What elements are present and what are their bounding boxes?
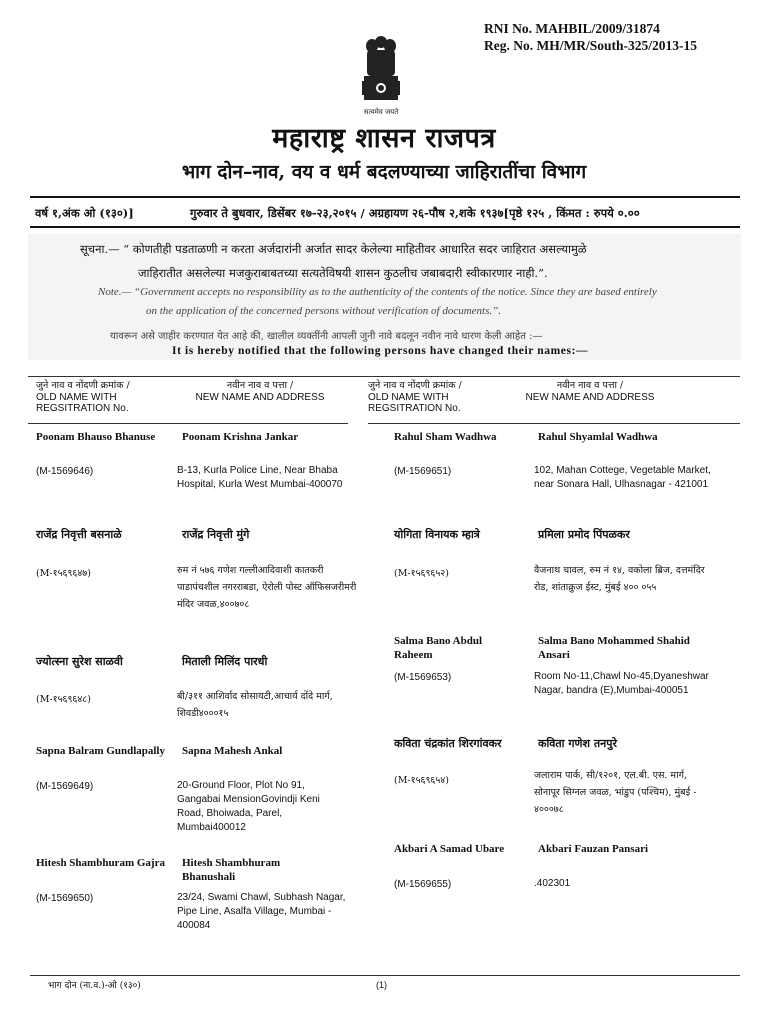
new-header-marathi: नवीन नाव व पत्ता / <box>556 380 624 391</box>
entry-registration-no: (M-1569650) <box>36 893 94 904</box>
entry-address: 20-Ground Floor, Plot No 91, Gangabai MensionGovindji Keni Road, Bhoiwada, Parel, Mumbai400012 <box>177 780 320 833</box>
reg-number: Reg. No. MH/MR/South-325/2013-15 <box>484 38 697 53</box>
entry-address: .402301 <box>534 878 571 889</box>
entry-old-name: Salma Bano Abdul Raheem <box>394 635 483 661</box>
table-top-rule <box>28 376 740 377</box>
notice-marathi-line1: सूचना.— “ कोणतीही पडताळणी न करता अर्जदारांनी अर्जात सादर केलेल्या माहितीवर आधारित सदर जाहिरात असल्यामुळे <box>80 242 587 256</box>
entry-old-name: Hitesh Shambhuram Gajra <box>36 857 165 869</box>
entry-registration-no: (M-१५६९६४७) <box>36 568 91 579</box>
entry-new-name: कविता गणेश तनपुरे <box>538 737 617 750</box>
footer-part-label: भाग दोन (ना.व.)-ओ (१३०) <box>48 981 141 991</box>
entry-old-name: ज्योत्स्ना सुरेश साळवी <box>36 655 123 668</box>
right-new-column-header <box>520 380 660 403</box>
entry-new-name: Poonam Krishna Jankar <box>182 431 299 443</box>
entry-old-name: Rahul Sham Wadhwa <box>394 431 497 443</box>
notice-marathi-line3: यावरून असे जाहीर करण्यात येत आहे की, खालील व्यक्तींनी आपली जुनी नावे बदलून नवीन नावे धारण केली आहेत :— <box>110 331 543 342</box>
old-header-english: OLD NAME WITH REGSITRATION No. <box>36 391 129 414</box>
entry-registration-no: (M-१५६९६५४) <box>394 775 449 786</box>
entry-old-name: राजेंद्र निवृत्ती बसनाळे <box>36 528 122 541</box>
gazette-title: महाराष्ट्र शासन राजपत्र <box>272 123 496 154</box>
entry-registration-no: (M-1569651) <box>394 466 452 477</box>
header-rule-top <box>30 196 740 198</box>
entry-new-name: Akbari Fauzan Pansari <box>538 843 649 855</box>
rni-number: RNI No. MAHBIL/2009/31874 <box>484 21 660 36</box>
entry-new-name: मिताली मिलिंद पारधी <box>182 655 268 668</box>
notice-english-line2: on the application of the concerned persons without verification of documents.”. <box>146 305 502 317</box>
entry-old-name: Poonam Bhauso Bhanuse <box>36 431 156 443</box>
entry-new-name: Sapna Mahesh Ankal <box>182 745 283 757</box>
left-new-column-header <box>190 380 330 403</box>
issue-line <box>35 206 745 221</box>
entry-address: 23/24, Swami Chawl, Subhash Nagar, Pipe Line, Asalfa Village, Mumbai - 400084 <box>177 892 346 931</box>
entry-address: Room No-11,Chawl No-45,Dyaneshwar Nagar, bandra (E),Mumbai-400051 <box>534 671 709 696</box>
entry-address: बी/३११ आशिर्वाद सोसायटी,आचार्य दोंदे मार्ग, शिवडी४०००१५ <box>177 691 333 719</box>
old-header-marathi: जुने नाव व नोंदणी क्रमांक / <box>36 380 130 391</box>
entry-new-name: Hitesh Shambhuram Bhanushali <box>182 857 281 883</box>
right-header-rule <box>368 423 740 424</box>
entry-address: जलाराम पार्क, सी/१२०१, एल.बी. एस. मार्ग, सोनापूर सिग्नल जवळ, भांडुप (पश्चिम), मुंबई - ४०००७८ <box>534 770 697 815</box>
gazette-subtitle: भाग दोन–नाव, वय व धर्म बदलण्याच्या जाहिरातींचा विभाग <box>181 161 587 183</box>
old-header-marathi: जुने नाव व नोंदणी क्रमांक / <box>368 380 462 391</box>
issue-date-price: गुरुवार ते बुधवार, डिसेंबर १७-२३,२०१५ / अग्रहायण २६-पौष २,शके १९३७[पृष्ठे १२५ , किंमत : रुपये ०.०० <box>190 206 640 220</box>
right-old-column-header <box>368 380 508 415</box>
emblem-motto: सत्यमेव जयते <box>363 108 399 116</box>
entry-address: रुम नं ५७६ गणेश गल्लीआदिवाशी कातकरी पाडापंचशील नगरराबडा, ऐरोली पोस्ट ऑफिसजरीमरी मंदिर जवळ,४००७०८ <box>177 565 357 610</box>
old-header-english: OLD NAME WITH REGSITRATION No. <box>368 391 461 414</box>
notice-marathi-line2: जाहिरातीत असलेल्या मजकुराबाबतच्या सत्यतेविषयी शासन कुठलीच जबाबदारी स्वीकारणार नाही.”. <box>138 266 548 280</box>
entry-old-name: कविता चंद्रकांत शिरगांवकर <box>394 737 502 750</box>
header-rule-bottom <box>30 226 740 228</box>
entry-new-name: Salma Bano Mohammed Shahid Ansari <box>538 635 690 661</box>
new-header-english: NEW NAME AND ADDRESS <box>525 391 655 403</box>
entry-new-name: Rahul Shyamlal Wadhwa <box>538 431 658 443</box>
footer-rule <box>30 975 740 976</box>
new-header-english: NEW NAME AND ADDRESS <box>195 391 325 403</box>
state-emblem-icon <box>350 32 412 120</box>
entry-registration-no: (M-1569649) <box>36 781 94 792</box>
entry-registration-no: (M-1569653) <box>394 672 452 683</box>
page-number: (1) <box>376 980 387 990</box>
entry-old-name: योगिता विनायक म्हात्रे <box>394 528 480 541</box>
entry-old-name: Akbari A Samad Ubare <box>394 843 505 855</box>
notice-english-line3: It is hereby notified that the following persons have changed their names:— <box>172 345 589 357</box>
left-header-rule <box>28 423 348 424</box>
new-header-marathi: नवीन नाव व पत्ता / <box>226 380 294 391</box>
notice-block <box>28 234 741 360</box>
entry-registration-no: (M-1569646) <box>36 466 94 477</box>
entry-address: B-13, Kurla Police Line, Near Bhaba Hospital, Kurla West Mumbai-400070 <box>177 465 343 490</box>
entry-new-name: प्रमिला प्रमोद पिंपळकर <box>538 528 630 541</box>
entry-address: वैजनाथ चावल, रुम नं १४, वकोला ब्रिज, दत्तमंदिर रोड, शांताक्रुज ईस्ट, मुंबई ४०० ०५५ <box>534 565 705 593</box>
left-old-column-header <box>36 380 176 415</box>
entry-registration-no: (M-1569655) <box>394 879 452 890</box>
entry-address: 102, Mahan Cottege, Vegetable Market, near Sonara Hall, Ulhasnagar - 421001 <box>534 465 711 490</box>
registration-block <box>484 20 697 54</box>
entry-new-name: राजेंद्र निवृत्ती मुंगे <box>182 528 250 541</box>
entry-registration-no: (M-१५६९६४८) <box>36 694 91 705</box>
entry-registration-no: (M-१५६९६५२) <box>394 568 449 579</box>
issue-volume: वर्ष १,अंक ओ (१३०)] <box>35 206 134 220</box>
notice-english-line1: Note.— “Government accepts no responsibility as to the authenticity of the contents of the notice. Since they are based entirely <box>98 286 657 298</box>
entry-old-name: Sapna Balram Gundlapally <box>36 745 165 757</box>
